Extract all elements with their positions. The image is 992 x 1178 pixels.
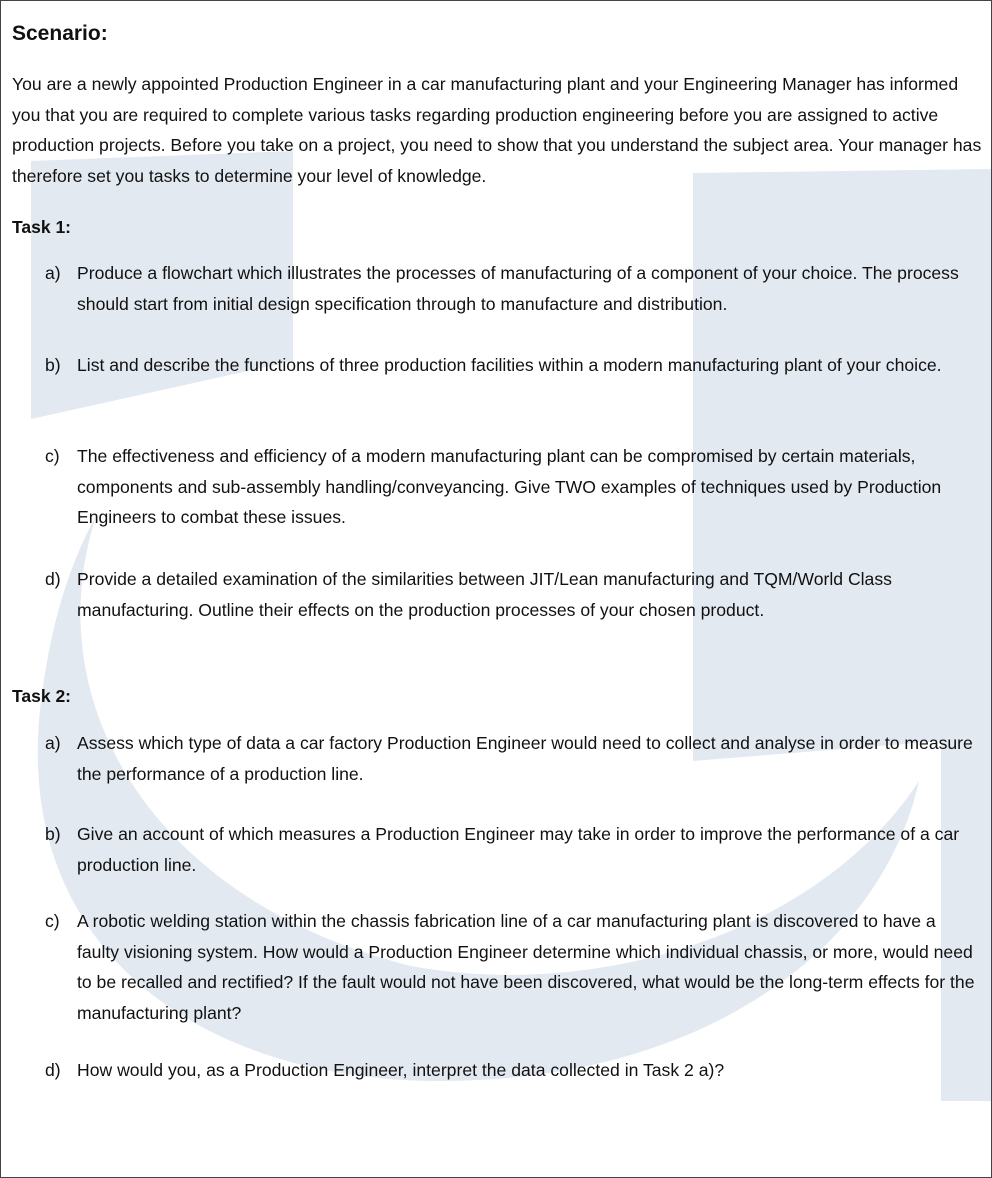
scenario-text: You are a newly appointed Production Engineer in a car manufacturing plant and your Engineering Manager has informed you that you are required to complete various tasks regarding production engineering before you are assigned to active production projects. Before you take on a project, you need to show that you understand the subject area. Your manager has therefore set you tasks to determine your level of knowledge. xyxy=(12,74,982,186)
task2-item-a xyxy=(45,728,975,789)
task2-heading: Task 2: xyxy=(12,686,72,706)
item-text: List and describe the functions of three production facilities within a modern manufacturing plant of your choice. xyxy=(77,355,942,375)
item-letter: c) xyxy=(45,446,60,466)
item-text: Give an account of which measures a Production Engineer may take in order to improve the performance of a car production line. xyxy=(77,824,960,875)
task1-item-d xyxy=(45,564,975,625)
item-text: Produce a flowchart which illustrates the processes of manufacturing of a component of your choice. The process should start from initial design specification through to manufacture and distribution. xyxy=(77,263,959,314)
task2-item-b xyxy=(45,819,975,880)
task1-item-b xyxy=(45,350,975,381)
task1-item-a xyxy=(45,258,975,319)
item-letter: c) xyxy=(45,911,60,931)
item-text: Provide a detailed examination of the similarities between JIT/Lean manufacturing and TQM/World Class manufacturing. Outline their effects on the production processes of your chosen product. xyxy=(77,569,892,620)
task2-item-c xyxy=(45,906,975,1028)
item-letter: b) xyxy=(45,355,61,375)
item-text: The effectiveness and efficiency of a modern manufacturing plant can be compromised by certain materials, components and sub-assembly handling/conveyancing. Give TWO examples of techniques used by Production Engineers to combat these issues. xyxy=(77,446,942,527)
item-letter: b) xyxy=(45,824,61,844)
task1-heading: Task 1: xyxy=(12,217,72,237)
task1-item-c xyxy=(45,441,975,533)
item-text: How would you, as a Production Engineer, interpret the data collected in Task 2 a)? xyxy=(77,1060,725,1080)
item-letter: a) xyxy=(45,263,61,283)
item-letter: d) xyxy=(45,1060,61,1080)
item-text: A robotic welding station within the chassis fabrication line of a car manufacturing plant is discovered to have a faulty visioning system. How would a Production Engineer determine which individual chassis, or more, would need to be recalled and rectified? If the fault would not have been discovered, what would be the long-term effects for the manufacturing plant? xyxy=(77,911,975,1023)
item-letter: d) xyxy=(45,569,61,589)
item-letter: a) xyxy=(45,733,61,753)
item-text: Assess which type of data a car factory Production Engineer would need to collect and analyse in order to measure the performance of a production line. xyxy=(77,733,973,784)
task2-item-d xyxy=(45,1055,975,1086)
scenario-heading: Scenario: xyxy=(12,22,108,45)
